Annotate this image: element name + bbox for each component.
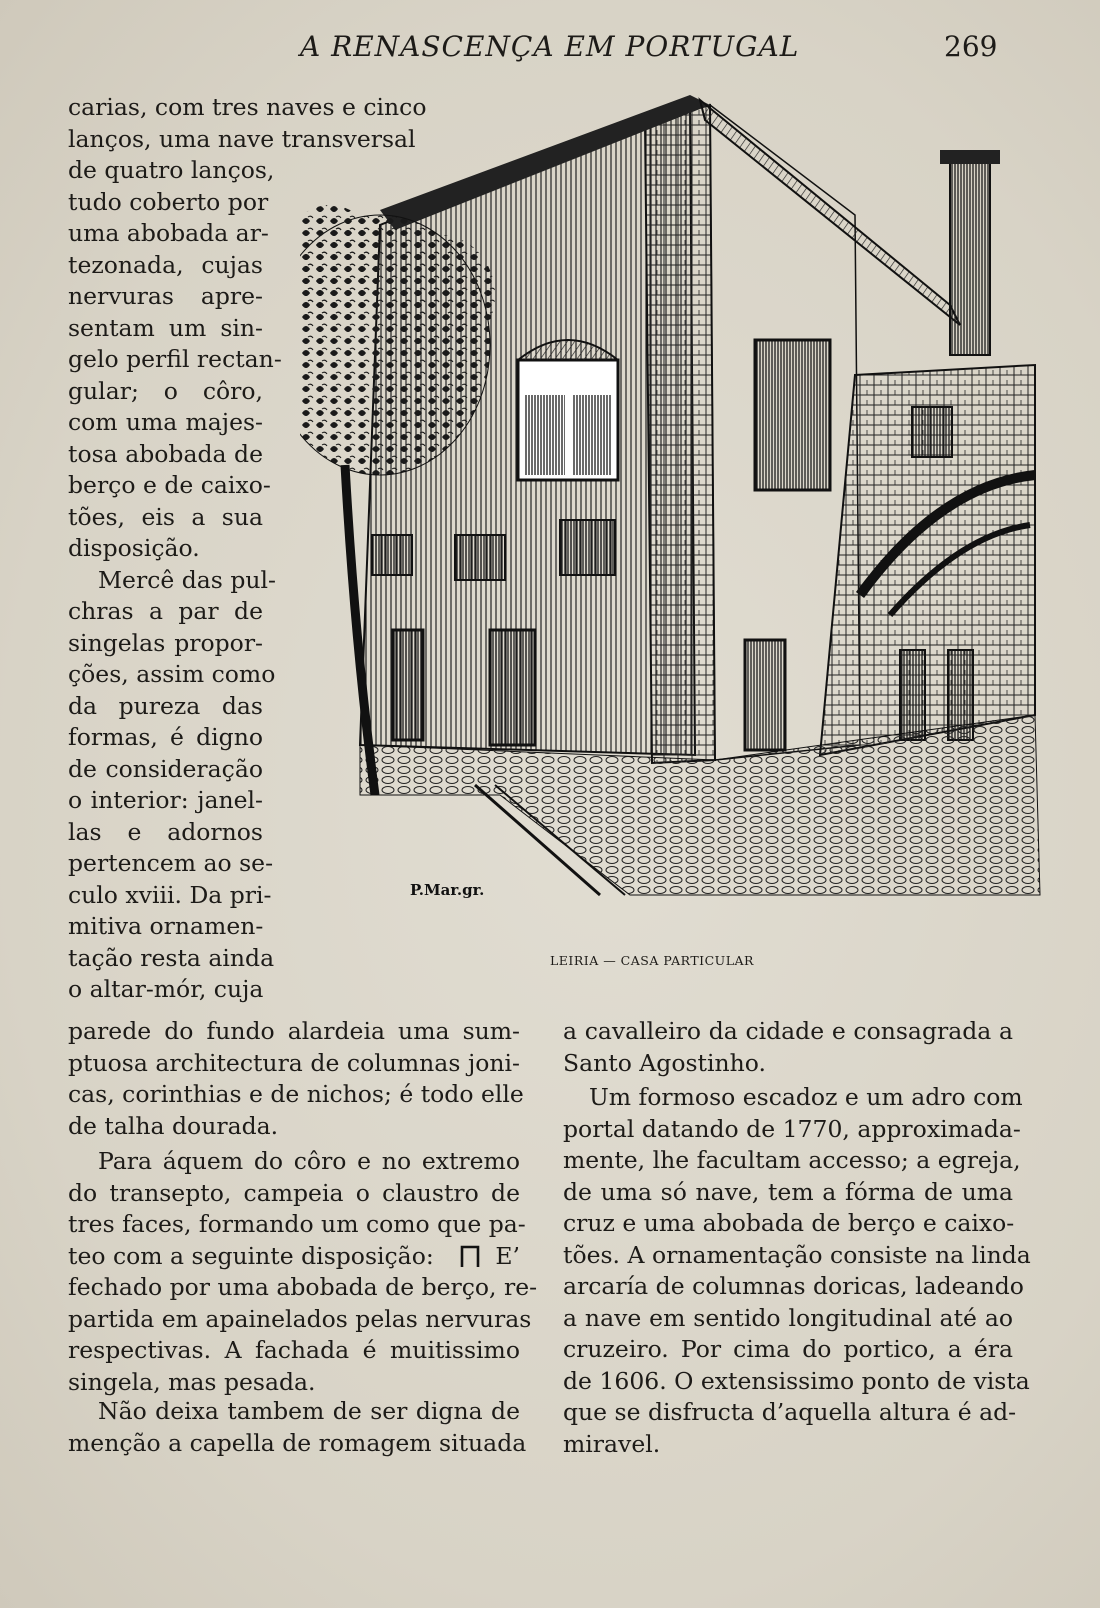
- text-line: pertencem ao se-: [68, 849, 274, 877]
- text-line: fechado por uma abobada de berço, re-: [68, 1273, 538, 1301]
- text-line: singelas propor-: [68, 628, 263, 657]
- text-line: berço e de caixo-: [68, 471, 271, 499]
- text-line: sentam um sin-: [68, 313, 263, 342]
- text-line: Um formoso escadoz e um adro com: [589, 1083, 1023, 1111]
- text-line: da pureza das: [68, 691, 263, 720]
- text-line-with-symbol: [68, 1241, 520, 1273]
- narrow-text-column: [68, 92, 427, 1006]
- text-line: o interior: janel-: [68, 786, 263, 814]
- text-line: menção a capella de romagem situada: [68, 1428, 527, 1457]
- text-line: arcaría de columnas doricas, ladeando: [563, 1272, 1024, 1300]
- text-line: respectivas. A fachada é muitissimo: [68, 1336, 520, 1364]
- figure-caption: LEIRIA — CASA PARTICULAR: [550, 953, 754, 968]
- text-line: a nave em sentido longitudinal até ao: [563, 1303, 1013, 1332]
- text-line: formas, é digno: [68, 723, 263, 751]
- page-number: 269: [944, 30, 998, 63]
- running-title: A RENASCENÇA EM PORTUGAL: [300, 30, 800, 63]
- text-line: Não deixa tambem de ser digna de: [98, 1397, 520, 1425]
- text-line: uma abobada ar-: [68, 219, 269, 247]
- text-line: las e adornos: [68, 817, 263, 846]
- text-line: tação resta ainda: [68, 943, 275, 972]
- text-line: portal datando de 1770, approximada-: [563, 1114, 1021, 1143]
- text-line: ptuosa architectura de columnas joni-: [68, 1048, 520, 1077]
- cloister-plan-symbol: [459, 1244, 481, 1268]
- text-line: cruzeiro. Por cima do portico, a éra: [563, 1335, 1013, 1363]
- text-line: mente, lhe facultam accesso; a egreja,: [563, 1146, 1021, 1174]
- text-line: de 1606. O extensissimo ponto de vista: [563, 1366, 1030, 1395]
- text-line: partida em apainelados pelas nervuras: [68, 1304, 532, 1333]
- text-line: cas, corinthias e de nichos; é todo elle: [68, 1080, 524, 1108]
- left-paragraph-continuation: [68, 1016, 524, 1142]
- text-line: culo xviii. Da pri-: [68, 880, 272, 909]
- engraving-illustration: [300, 95, 1065, 920]
- text-line: gelo perfil rectan-: [68, 345, 282, 373]
- artist-signature: P.Mar.gr.: [410, 881, 485, 899]
- text-line: ções, assim como: [68, 660, 276, 688]
- text-line: cruz e uma abobada de berço e caixo-: [563, 1209, 1015, 1237]
- text-line: miravel.: [563, 1429, 661, 1458]
- text-line: de consideração: [68, 754, 263, 783]
- text-line: que se disfructa d’aquella altura é ad-: [563, 1398, 1017, 1426]
- text-line: parede do fundo alardeia uma sum-: [68, 1017, 520, 1045]
- text-line: de talha dourada.: [68, 1111, 279, 1140]
- text-line: gular; o côro,: [68, 376, 263, 405]
- text-line: tudo coberto por: [68, 187, 269, 216]
- text-line: mitiva ornamen-: [68, 912, 264, 940]
- text-line: tosa abobada de: [68, 439, 263, 468]
- text-line: singela, mas pesada.: [68, 1367, 316, 1396]
- text-line: de uma só nave, tem a fórma de uma: [563, 1177, 1013, 1206]
- text-fragment: teo com a seguinte disposição:: [68, 1241, 434, 1270]
- text-line: de quatro lanços,: [68, 156, 275, 184]
- text-line: lanços, uma nave transversal: [68, 124, 416, 153]
- window-upper-left: [518, 340, 618, 480]
- left-paragraph-cloister: [68, 1146, 538, 1398]
- text-line: chras a par de: [68, 597, 263, 625]
- text-line: carias, com tres naves e cinco: [68, 93, 427, 121]
- text-line: disposição.: [68, 534, 200, 562]
- text-line: Santo Agostinho.: [563, 1048, 766, 1077]
- text-line: Mercê das pul-: [98, 565, 276, 594]
- text-line: o altar-mór, cuja: [68, 975, 264, 1003]
- text-line: com uma majes-: [68, 408, 263, 436]
- text-line: nervuras apre-: [68, 282, 263, 310]
- right-paragraph-church: [563, 1082, 1031, 1460]
- text-line: Para áquem do côro e no extremo: [98, 1147, 520, 1175]
- text-fragment: E’: [495, 1241, 520, 1270]
- text-line: tões, eis a sua: [68, 502, 263, 531]
- text-line: a cavalleiro da cidade e consagrada a: [563, 1017, 1013, 1045]
- left-paragraph-chapel: [68, 1396, 527, 1459]
- text-line: do transepto, campeia o claustro de: [68, 1178, 520, 1207]
- text-line: tões. A ornamentação consiste na linda: [563, 1240, 1031, 1269]
- right-paragraph-continuation: [563, 1016, 1013, 1079]
- text-line: tres faces, formando um como que pa-: [68, 1210, 526, 1238]
- text-line: tezonada, cujas: [68, 250, 263, 279]
